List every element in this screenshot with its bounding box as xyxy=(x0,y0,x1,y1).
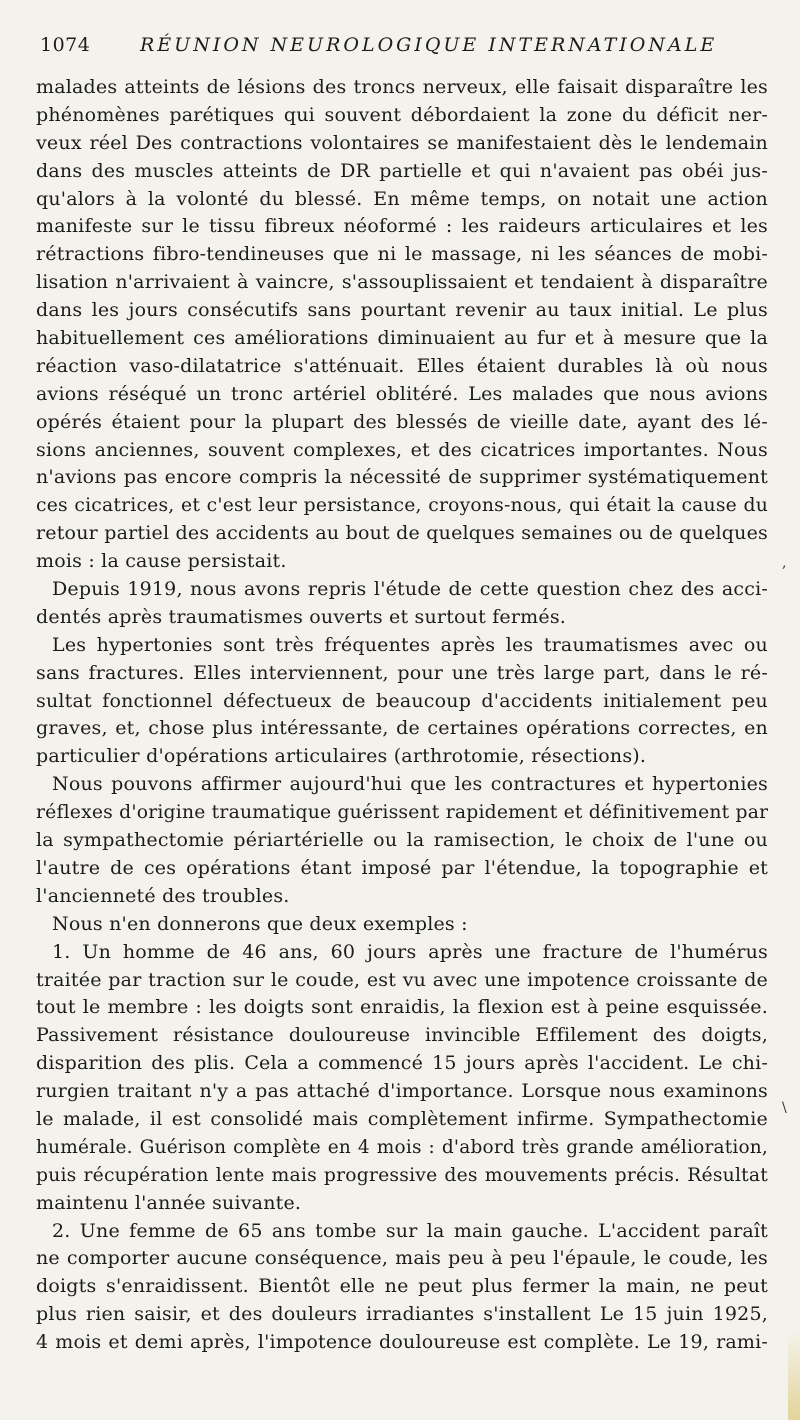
text-line: réflexes d'origine traumatique guérissent rapidement et définitivement par xyxy=(36,802,768,824)
text-line: opérés étaient pour la plupart des blessés de vieille date, ayant des lé- xyxy=(36,410,768,433)
text-line: rétractions fibro-tendineuses que ni le massage, ni les séances de mobi- xyxy=(36,243,768,266)
running-head xyxy=(40,30,760,60)
text-line: maintenu l'année suivante. xyxy=(36,1191,302,1214)
text-line: la sympathectomie périartérielle ou la ramisection, le choix de l'une ou xyxy=(36,829,768,852)
text-line: puis récupération lente mais progressive des mouvements précis. Résultat xyxy=(36,1164,768,1186)
text-line: graves, et, chose plus intéressante, de certaines opérations correctes, en xyxy=(36,717,768,740)
text-line: 4 mois et demi après, l'impotence douloureuse est complète. Le 19, rami- xyxy=(36,1331,768,1354)
text-line: veux réel Des contractions volontaires se manifestaient dès le lendemain xyxy=(36,131,768,154)
text-line: Depuis 1919, nous avons repris l'étude de cette question chez des acci- xyxy=(52,578,768,601)
text-line: phénomènes parétiques qui souvent débordaient la zone du déficit ner- xyxy=(36,103,768,126)
text-line: ces cicatrices, et c'est leur persistance, croyons-nous, qui était la cause du xyxy=(36,495,768,517)
text-line: traitée par traction sur le coude, est vu avec une impotence croissante de xyxy=(36,968,768,991)
body-text xyxy=(36,74,768,1357)
text-line: tout le membre : les doigts sont enraidis, la flexion est à peine esquissée. xyxy=(36,996,768,1019)
text-line: Passivement résistance douloureuse invincible Effilement des doigts, xyxy=(36,1024,768,1047)
text-line: Nous pouvons affirmer aujourd'hui que les contractures et hypertonies xyxy=(52,773,768,796)
text-line: dentés après traumatismes ouverts et surtout fermés. xyxy=(36,605,567,628)
text-line: l'ancienneté des troubles. xyxy=(36,884,290,907)
text-line: 1. Un homme de 46 ans, 60 jours après une fracture de l'humérus xyxy=(52,940,768,963)
text-line: sans fractures. Elles interviennent, pour une très large part, dans le ré- xyxy=(36,661,768,684)
text-line: habituellement ces améliorations diminuaient au fur et à mesure que la xyxy=(36,327,768,350)
text-line: disparition des plis. Cela a commencé 15 jours après l'accident. Le chi- xyxy=(36,1052,768,1075)
text-line: n'avions pas encore compris la nécessité de supprimer systématiquement xyxy=(36,466,768,489)
text-line: Nous n'en donnerons que deux exemples : xyxy=(52,912,468,935)
text-line: l'autre de ces opérations étant imposé par l'étendue, la topographie et xyxy=(36,856,768,879)
text-line: ne comporter aucune conséquence, mais peu à peu l'épaule, le coude, les xyxy=(36,1247,768,1270)
text-line: qu'alors à la volonté du blessé. En même temps, on notait une action xyxy=(36,187,768,210)
page-corner-stain xyxy=(788,1330,800,1420)
text-line: réaction vaso-dilatatrice s'atténuait. Elles étaient durables là où nous xyxy=(36,354,768,377)
page-number: 1074 xyxy=(40,34,91,56)
text-line: retour partiel des accidents au bout de quelques semaines ou de quelques xyxy=(36,522,768,545)
text-line: avions réséqué un tronc artériel oblitéré. Les malades que nous avions xyxy=(36,382,768,405)
text-line: dans des muscles atteints de DR partielle et qui n'avaient pas obéi jus- xyxy=(36,159,768,182)
text-line: rurgien traitant n'y a pas attaché d'importance. Lorsque nous examinons xyxy=(36,1080,768,1103)
text-line: manifeste sur le tissu fibreux néoformé : les raideurs articulaires et les xyxy=(36,215,768,238)
text-line: sions anciennes, souvent complexes, et des cicatrices importantes. Nous xyxy=(36,438,768,461)
text-line: mois : la cause persistait. xyxy=(36,550,287,573)
text-line: particulier d'opérations articulaires (arthrotomie, résections). xyxy=(36,745,647,768)
text-line: humérale. Guérison complète en 4 mois : d'abord très grande amélioration, xyxy=(36,1136,768,1158)
text-line: Les hypertonies sont très fréquentes après les traumatismes avec ou xyxy=(52,633,768,656)
margin-mark: , xyxy=(782,555,787,571)
text-line: dans les jours consécutifs sans pourtant revenir au taux initial. Le plus xyxy=(36,299,768,322)
text-line: plus rien saisir, et des douleurs irradiantes s'installent Le 15 juin 1925, xyxy=(36,1303,768,1326)
text-line: lisation n'arrivaient à vaincre, s'assouplissaient et tendaient à disparaître xyxy=(36,271,768,294)
text-line: malades atteints de lésions des troncs nerveux, elle faisait disparaître les xyxy=(36,76,768,98)
text-line: 2. Une femme de 65 ans tombe sur la main gauche. L'accident paraît xyxy=(52,1219,768,1242)
text-line: sultat fonctionnel défectueux de beaucoup d'accidents initialement peu xyxy=(36,689,768,712)
text-line: le malade, il est consolidé mais complètement infirme. Sympathectomie xyxy=(36,1107,768,1130)
margin-mark: \ xyxy=(782,1100,787,1116)
text-line: doigts s'enraidissent. Bientôt elle ne peut plus fermer la main, ne peut xyxy=(36,1275,768,1298)
journal-title: RÉUNION NEUROLOGIQUE INTERNATIONALE xyxy=(140,34,718,56)
